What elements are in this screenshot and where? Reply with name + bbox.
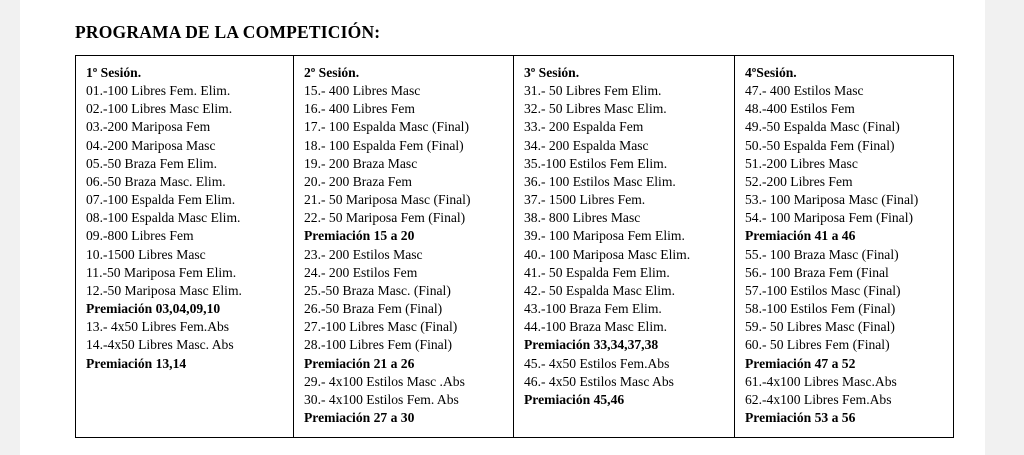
event-line: 34.- 200 Espalda Masc: [524, 137, 649, 153]
event-line: 07.-100 Espalda Fem Elim.: [86, 192, 236, 208]
event-line: 43.-100 Braza Fem Elim.: [524, 301, 662, 317]
session-column: [735, 56, 953, 437]
session-heading: 4ºSesión.: [745, 65, 797, 80]
premiacion-line: Premiación 13,14: [86, 355, 187, 371]
event-line: 16.- 400 Libres Fem: [304, 101, 416, 117]
event-line: 54.- 100 Mariposa Fem (Final): [745, 210, 914, 226]
event-line: 55.- 100 Braza Masc (Final): [745, 246, 899, 262]
premiacion-line: Premiación 21 a 26: [304, 355, 415, 371]
event-line: 49.-50 Espalda Masc (Final): [745, 119, 900, 135]
event-line: 20.- 200 Braza Fem: [304, 173, 412, 189]
event-line: 29.- 4x100 Estilos Masc .Abs: [304, 373, 465, 389]
event-line: 57.-100 Estilos Masc (Final): [745, 282, 901, 298]
event-line: 14.-4x50 Libres Masc. Abs: [86, 337, 234, 353]
event-line: 37.- 1500 Libres Fem.: [524, 192, 646, 208]
event-line: 35.-100 Estilos Fem Elim.: [524, 155, 668, 171]
premiacion-line: Premiación 41 a 46: [745, 228, 856, 244]
event-line: 06.-50 Braza Masc. Elim.: [86, 173, 226, 189]
page-title: PROGRAMA DE LA COMPETICIÓN:: [75, 22, 381, 42]
event-line: 23.- 200 Estilos Masc: [304, 246, 423, 262]
event-line: 52.-200 Libres Fem: [745, 173, 853, 189]
event-line: 30.- 4x100 Estilos Fem. Abs: [304, 391, 459, 407]
event-line: 41.- 50 Espalda Fem Elim.: [524, 264, 670, 280]
event-line: 32.- 50 Libres Masc Elim.: [524, 101, 667, 117]
session-column: [294, 56, 514, 437]
event-line: 26.-50 Braza Fem (Final): [304, 301, 443, 317]
event-line: 10.-1500 Libres Masc: [86, 246, 206, 262]
premiacion-line: Premiación 33,34,37,38: [524, 337, 659, 353]
event-line: 12.-50 Mariposa Masc Elim.: [86, 282, 242, 298]
event-line: 33.- 200 Espalda Fem: [524, 119, 644, 135]
premiacion-line: Premiación 27 a 30: [304, 409, 415, 425]
premiacion-line: Premiación 47 a 52: [745, 355, 856, 371]
event-line: 44.-100 Braza Masc Elim.: [524, 319, 668, 335]
event-line: 59.- 50 Libres Masc (Final): [745, 319, 895, 335]
event-line: 27.-100 Libres Masc (Final): [304, 319, 458, 335]
event-line: 11.-50 Mariposa Fem Elim.: [86, 264, 237, 280]
event-line: 58.-100 Estilos Fem (Final): [745, 301, 896, 317]
event-line: 03.-200 Mariposa Fem: [86, 119, 211, 135]
event-line: 24.- 200 Estilos Fem: [304, 264, 418, 280]
event-line: 18.- 100 Espalda Fem (Final): [304, 137, 464, 153]
event-line: 25.-50 Braza Masc. (Final): [304, 282, 451, 298]
event-line: 53.- 100 Mariposa Masc (Final): [745, 192, 919, 208]
session-column: [514, 56, 735, 437]
event-line: 45.- 4x50 Estilos Fem.Abs: [524, 355, 670, 371]
event-line: 47.- 400 Estilos Masc: [745, 83, 864, 99]
event-line: 28.-100 Libres Fem (Final): [304, 337, 452, 353]
event-line: 15.- 400 Libres Masc: [304, 83, 421, 99]
event-line: 09.-800 Libres Fem: [86, 228, 194, 244]
event-line: 40.- 100 Mariposa Masc Elim.: [524, 246, 691, 262]
event-line: 61.-4x100 Libres Masc.Abs: [745, 373, 897, 389]
session-heading: 3º Sesión.: [524, 65, 580, 80]
premiacion-line: Premiación 45,46: [524, 391, 625, 407]
event-line: 01.-100 Libres Fem. Elim.: [86, 83, 231, 99]
premiacion-line: Premiación 53 a 56: [745, 409, 856, 425]
event-line: 60.- 50 Libres Fem (Final): [745, 337, 890, 353]
event-line: 39.- 100 Mariposa Fem Elim.: [524, 228, 685, 244]
event-line: 05.-50 Braza Fem Elim.: [86, 155, 217, 171]
event-line: 42.- 50 Espalda Masc Elim.: [524, 282, 676, 298]
event-line: 08.-100 Espalda Masc Elim.: [86, 210, 241, 226]
competition-program-table: [75, 55, 954, 438]
event-line: 22.- 50 Mariposa Fem (Final): [304, 210, 466, 226]
event-line: 21.- 50 Mariposa Masc (Final): [304, 192, 471, 208]
event-line: 31.- 50 Libres Fem Elim.: [524, 83, 662, 99]
event-line: 36.- 100 Estilos Masc Elim.: [524, 173, 676, 189]
event-line: 13.- 4x50 Libres Fem.Abs: [86, 319, 230, 335]
event-line: 48.-400 Estilos Fem: [745, 101, 855, 117]
session-heading: 2º Sesión.: [304, 65, 360, 80]
event-line: 02.-100 Libres Masc Elim.: [86, 101, 233, 117]
event-line: 38.- 800 Libres Masc: [524, 210, 641, 226]
document-page: [20, 0, 985, 455]
event-line: 17.- 100 Espalda Masc (Final): [304, 119, 469, 135]
event-line: 50.-50 Espalda Fem (Final): [745, 137, 895, 153]
event-line: 46.- 4x50 Estilos Masc Abs: [524, 373, 674, 389]
session-heading: 1º Sesión.: [86, 65, 142, 80]
event-line: 62.-4x100 Libres Fem.Abs: [745, 391, 892, 407]
event-line: 51.-200 Libres Masc: [745, 155, 858, 171]
event-line: 19.- 200 Braza Masc: [304, 155, 418, 171]
premiacion-line: Premiación 03,04,09,10: [86, 301, 221, 317]
event-line: 04.-200 Mariposa Masc: [86, 137, 216, 153]
event-line: 56.- 100 Braza Fem (Final: [745, 264, 889, 280]
session-column: [76, 56, 294, 437]
premiacion-line: Premiación 15 a 20: [304, 228, 415, 244]
